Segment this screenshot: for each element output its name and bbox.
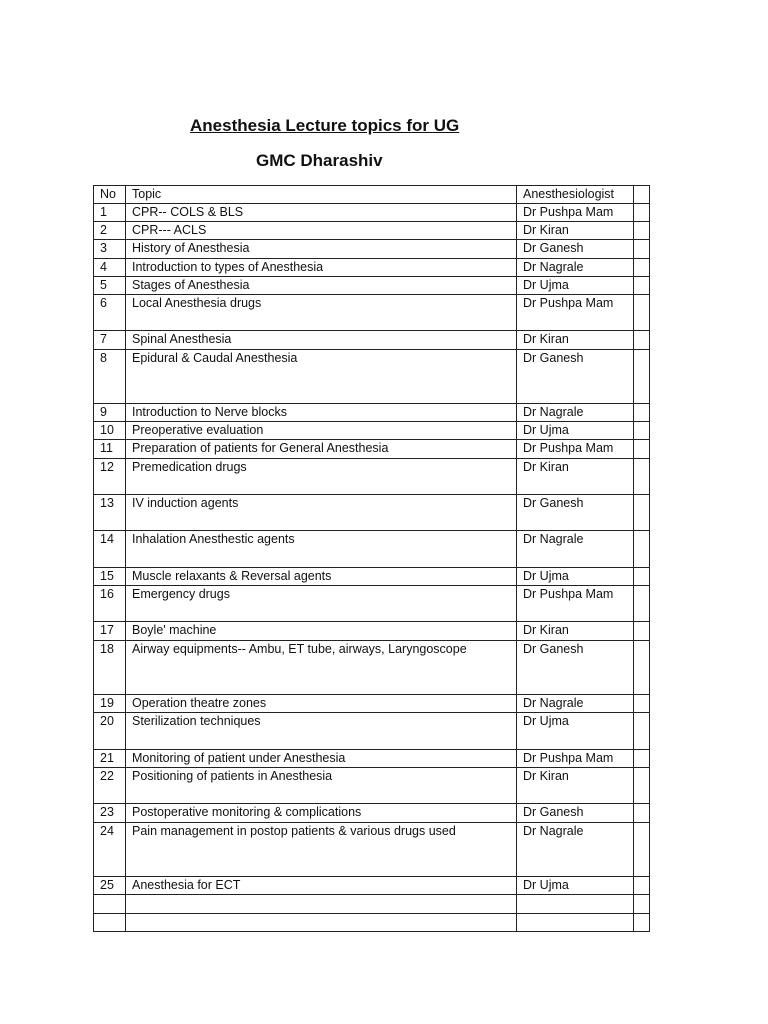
row-number: 17 bbox=[94, 622, 126, 640]
row-number: 4 bbox=[94, 258, 126, 276]
row-extra bbox=[634, 204, 650, 222]
table-row bbox=[94, 222, 650, 240]
row-extra bbox=[634, 640, 650, 695]
row-anesthesiologist: Dr Kiran bbox=[517, 458, 634, 494]
row-extra bbox=[634, 458, 650, 494]
row-number: 19 bbox=[94, 695, 126, 713]
table-row bbox=[94, 204, 650, 222]
row-anesthesiologist: Dr Ganesh bbox=[517, 495, 634, 531]
table-row bbox=[94, 531, 650, 567]
row-extra bbox=[634, 895, 650, 913]
row-extra bbox=[634, 877, 650, 895]
row-extra bbox=[634, 276, 650, 294]
row-anesthesiologist: Dr Ujma bbox=[517, 422, 634, 440]
row-anesthesiologist: Dr Nagrale bbox=[517, 695, 634, 713]
row-topic: Inhalation Anesthestic agents bbox=[126, 531, 517, 567]
table-row bbox=[94, 240, 650, 258]
table-row bbox=[94, 258, 650, 276]
row-anesthesiologist: Dr Ujma bbox=[517, 276, 634, 294]
row-extra bbox=[634, 713, 650, 749]
header-topic: Topic bbox=[126, 186, 517, 204]
row-topic: Anesthesia for ECT bbox=[126, 877, 517, 895]
row-extra bbox=[634, 586, 650, 622]
row-anesthesiologist: Dr Ganesh bbox=[517, 804, 634, 822]
row-number: 10 bbox=[94, 422, 126, 440]
table-row bbox=[94, 822, 650, 877]
row-extra bbox=[634, 913, 650, 931]
row-anesthesiologist bbox=[517, 895, 634, 913]
row-topic: CPR--- ACLS bbox=[126, 222, 517, 240]
row-topic: Pain management in postop patients & various drugs used bbox=[126, 822, 517, 877]
table-row bbox=[94, 640, 650, 695]
row-topic: History of Anesthesia bbox=[126, 240, 517, 258]
row-number: 3 bbox=[94, 240, 126, 258]
lecture-topics-table bbox=[93, 185, 650, 932]
row-anesthesiologist: Dr Kiran bbox=[517, 622, 634, 640]
row-topic bbox=[126, 913, 517, 931]
row-anesthesiologist: Dr Kiran bbox=[517, 767, 634, 803]
row-number: 18 bbox=[94, 640, 126, 695]
row-anesthesiologist: Dr Nagrale bbox=[517, 822, 634, 877]
table-row bbox=[94, 567, 650, 585]
row-topic: Postoperative monitoring & complications bbox=[126, 804, 517, 822]
row-extra bbox=[634, 822, 650, 877]
row-number: 1 bbox=[94, 204, 126, 222]
row-number: 25 bbox=[94, 877, 126, 895]
table-row bbox=[94, 767, 650, 803]
table-row bbox=[94, 913, 650, 931]
row-topic: Boyle' machine bbox=[126, 622, 517, 640]
row-extra bbox=[634, 804, 650, 822]
table-row bbox=[94, 458, 650, 494]
row-topic bbox=[126, 895, 517, 913]
row-topic: Airway equipments-- Ambu, ET tube, airways, Laryngoscope bbox=[126, 640, 517, 695]
row-number: 20 bbox=[94, 713, 126, 749]
row-topic: Preparation of patients for General Anesthesia bbox=[126, 440, 517, 458]
row-extra bbox=[634, 404, 650, 422]
row-anesthesiologist: Dr Ganesh bbox=[517, 240, 634, 258]
row-anesthesiologist: Dr Pushpa Mam bbox=[517, 204, 634, 222]
row-topic: Monitoring of patient under Anesthesia bbox=[126, 749, 517, 767]
row-number: 21 bbox=[94, 749, 126, 767]
row-number: 2 bbox=[94, 222, 126, 240]
table-row bbox=[94, 877, 650, 895]
row-topic: Operation theatre zones bbox=[126, 695, 517, 713]
row-extra bbox=[634, 349, 650, 404]
table-row bbox=[94, 349, 650, 404]
row-anesthesiologist: Dr Pushpa Mam bbox=[517, 294, 634, 330]
row-extra bbox=[634, 695, 650, 713]
row-topic: Muscle relaxants & Reversal agents bbox=[126, 567, 517, 585]
row-extra bbox=[634, 622, 650, 640]
row-number: 6 bbox=[94, 294, 126, 330]
row-anesthesiologist: Dr Kiran bbox=[517, 222, 634, 240]
row-topic: Stages of Anesthesia bbox=[126, 276, 517, 294]
table-row bbox=[94, 495, 650, 531]
document-subtitle: GMC Dharashiv bbox=[256, 151, 383, 170]
row-number bbox=[94, 913, 126, 931]
row-extra bbox=[634, 258, 650, 276]
row-topic: Spinal Anesthesia bbox=[126, 331, 517, 349]
row-topic: Premedication drugs bbox=[126, 458, 517, 494]
table-row bbox=[94, 331, 650, 349]
row-anesthesiologist: Dr Pushpa Mam bbox=[517, 586, 634, 622]
table-row bbox=[94, 695, 650, 713]
table-row bbox=[94, 586, 650, 622]
row-extra bbox=[634, 495, 650, 531]
row-extra bbox=[634, 531, 650, 567]
row-anesthesiologist: Dr Nagrale bbox=[517, 258, 634, 276]
table-row bbox=[94, 294, 650, 330]
table-row bbox=[94, 713, 650, 749]
row-number bbox=[94, 895, 126, 913]
row-number: 7 bbox=[94, 331, 126, 349]
row-extra bbox=[634, 767, 650, 803]
row-number: 16 bbox=[94, 586, 126, 622]
row-extra bbox=[634, 422, 650, 440]
row-topic: CPR-- COLS & BLS bbox=[126, 204, 517, 222]
row-extra bbox=[634, 749, 650, 767]
row-number: 15 bbox=[94, 567, 126, 585]
row-anesthesiologist: Dr Ujma bbox=[517, 877, 634, 895]
row-extra bbox=[634, 331, 650, 349]
row-topic: Emergency drugs bbox=[126, 586, 517, 622]
row-topic: Introduction to types of Anesthesia bbox=[126, 258, 517, 276]
row-number: 13 bbox=[94, 495, 126, 531]
row-anesthesiologist: Dr Nagrale bbox=[517, 531, 634, 567]
table-row bbox=[94, 440, 650, 458]
table-row bbox=[94, 404, 650, 422]
table-row bbox=[94, 276, 650, 294]
row-extra bbox=[634, 222, 650, 240]
row-number: 14 bbox=[94, 531, 126, 567]
row-topic: Positioning of patients in Anesthesia bbox=[126, 767, 517, 803]
header-extra bbox=[634, 186, 650, 204]
row-anesthesiologist: Dr Kiran bbox=[517, 331, 634, 349]
row-anesthesiologist: Dr Pushpa Mam bbox=[517, 440, 634, 458]
row-number: 5 bbox=[94, 276, 126, 294]
row-anesthesiologist: Dr Ganesh bbox=[517, 349, 634, 404]
row-anesthesiologist bbox=[517, 913, 634, 931]
row-anesthesiologist: Dr Ganesh bbox=[517, 640, 634, 695]
table-header-row bbox=[94, 186, 650, 204]
row-extra bbox=[634, 440, 650, 458]
row-topic: Preoperative evaluation bbox=[126, 422, 517, 440]
row-number: 9 bbox=[94, 404, 126, 422]
row-extra bbox=[634, 567, 650, 585]
header-anesthesiologist: Anesthesiologist bbox=[517, 186, 634, 204]
table-row bbox=[94, 804, 650, 822]
row-topic: Epidural & Caudal Anesthesia bbox=[126, 349, 517, 404]
document-title: Anesthesia Lecture topics for UG bbox=[190, 116, 460, 135]
row-anesthesiologist: Dr Ujma bbox=[517, 713, 634, 749]
row-topic: Introduction to Nerve blocks bbox=[126, 404, 517, 422]
row-topic: IV induction agents bbox=[126, 495, 517, 531]
row-anesthesiologist: Dr Nagrale bbox=[517, 404, 634, 422]
table-row bbox=[94, 422, 650, 440]
row-number: 8 bbox=[94, 349, 126, 404]
row-number: 22 bbox=[94, 767, 126, 803]
row-anesthesiologist: Dr Ujma bbox=[517, 567, 634, 585]
table-row bbox=[94, 622, 650, 640]
table-body bbox=[94, 204, 650, 932]
row-number: 11 bbox=[94, 440, 126, 458]
row-extra bbox=[634, 294, 650, 330]
row-extra bbox=[634, 240, 650, 258]
row-anesthesiologist: Dr Pushpa Mam bbox=[517, 749, 634, 767]
header-no: No bbox=[94, 186, 126, 204]
row-topic: Local Anesthesia drugs bbox=[126, 294, 517, 330]
table-row bbox=[94, 749, 650, 767]
row-number: 24 bbox=[94, 822, 126, 877]
row-number: 12 bbox=[94, 458, 126, 494]
row-topic: Sterilization techniques bbox=[126, 713, 517, 749]
row-number: 23 bbox=[94, 804, 126, 822]
table-row bbox=[94, 895, 650, 913]
